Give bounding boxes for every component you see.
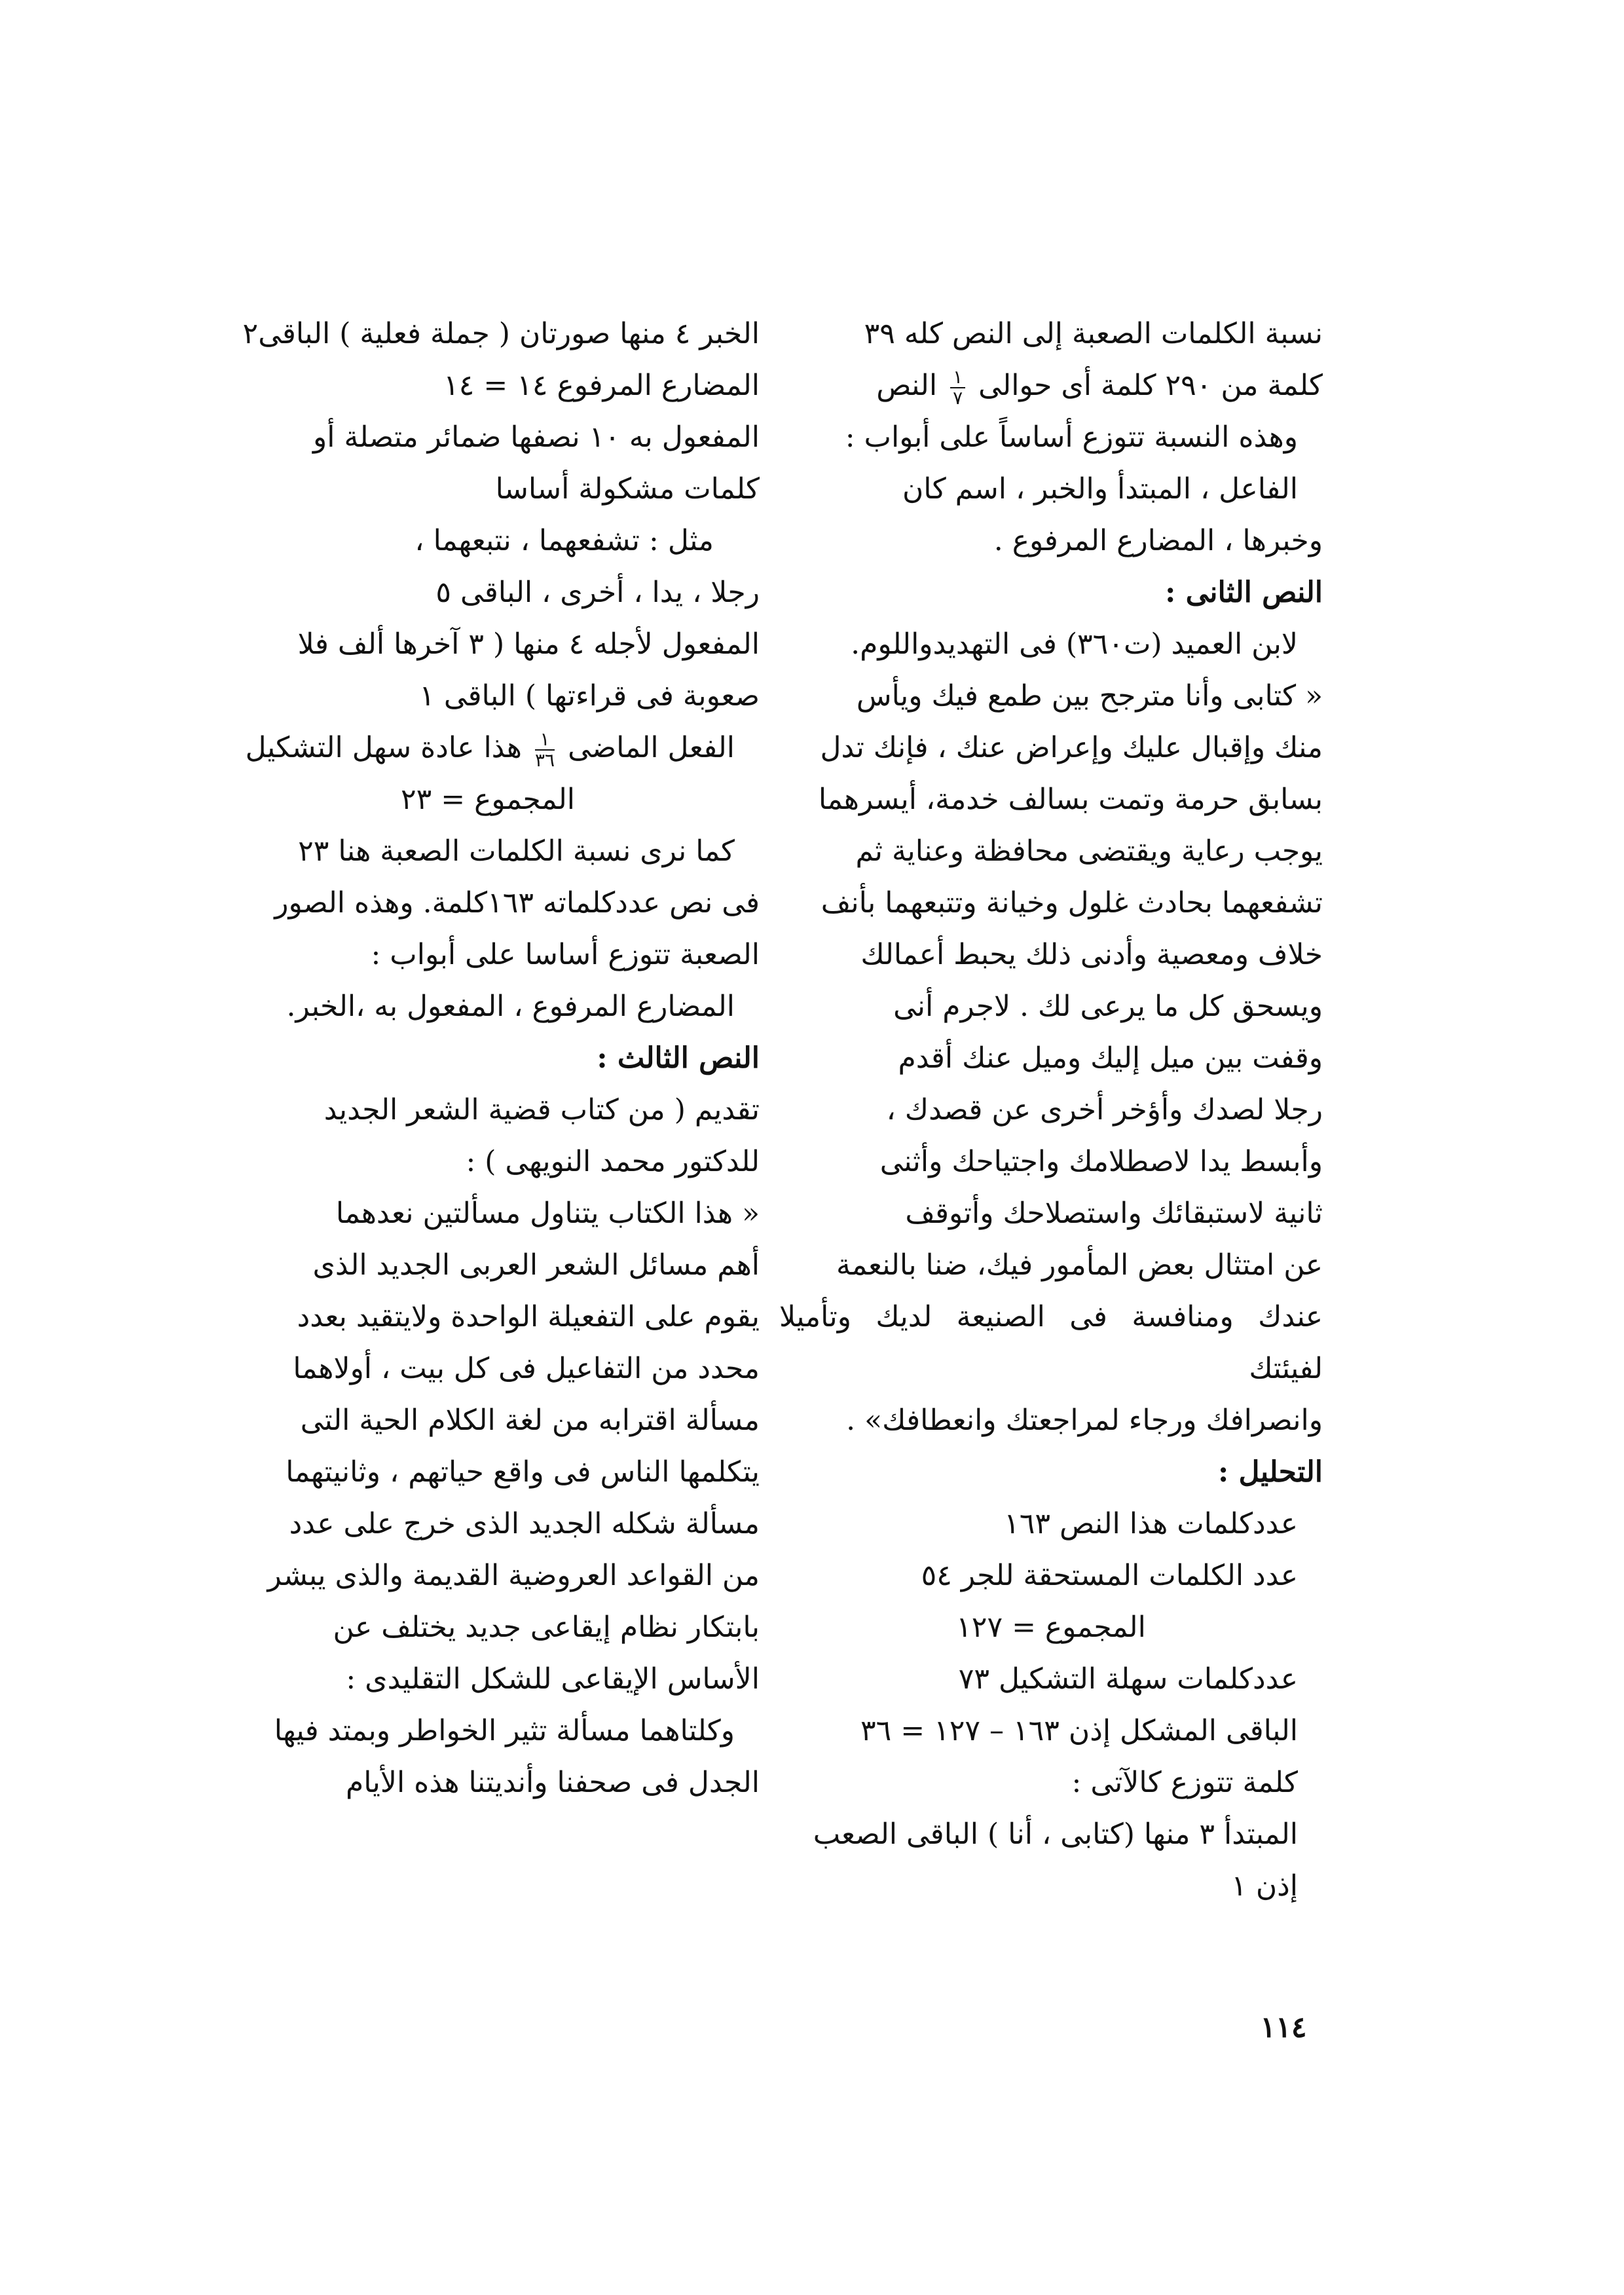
text-line: أهم مسائل الشعر العربى الجديد الذى — [312, 1248, 760, 1282]
right-column — [779, 308, 1323, 1912]
text-fragment: كلمة من ٢٩٠ كلمة أى حوالى — [978, 369, 1323, 402]
text-line: الباقى المشكل إذن ١٦٣ – ١٢٧ = ٣٦ — [860, 1714, 1298, 1747]
text-line: ثانية لاستبقائك واستصلاحك وأتوقف — [905, 1197, 1323, 1230]
text-line: مسألة شكله الجديد الذى خرج على عدد — [289, 1507, 760, 1540]
text-line: المفعول لأجله ٤ منها ( ٣ آخرها ألف فلا — [297, 627, 760, 661]
text-line: كلمات مشكولة أساسا — [495, 472, 760, 506]
text-line: عندك ومنافسة فى الصنيعة لديك وتأميلا لفيئتك — [779, 1300, 1323, 1385]
text-line: الفاعل ، المبتدأ والخبر ، اسم كان — [902, 472, 1298, 506]
section-heading-text-3: النص الثالث : — [597, 1041, 760, 1075]
text-line: فى نص عددكلماته ١٦٣كلمة. وهذه الصور — [274, 886, 760, 920]
text-line: المضارع المرفوع ١٤ = ١٤ — [443, 369, 760, 402]
text-line: وهذه النسبة تتوزع أساساً على أبواب : — [845, 420, 1298, 454]
text-line: وأبسط يدا لاصطلامك واجتياحك وأثنى — [879, 1145, 1323, 1178]
total-line: المجموع = ١٢٧ — [956, 1611, 1146, 1644]
text-line: المضارع المرفوع ، المفعول به ،الخبر. — [286, 990, 735, 1023]
text-line: رجلا لصدك وأؤخر أخرى عن قصدك ، — [886, 1093, 1323, 1127]
text-line: كما نرى نسبة الكلمات الصعبة هنا ٢٣ — [298, 834, 735, 868]
text-line: لابن العميد (ت٣٦٠) فى التهديدواللوم. — [851, 627, 1298, 661]
page-number: ١١٤ — [1260, 2011, 1307, 2044]
text-line: الصعبة تتوزع أساسا على أبواب : — [371, 938, 760, 971]
text-line: « هذا الكتاب يتناول مسألتين نعدهما — [335, 1197, 760, 1230]
text-line: تشفعهما بحادث غلول وخيانة وتتبعهما بأنف — [821, 886, 1323, 920]
text-line: إذن ١ — [1231, 1869, 1298, 1903]
text-line: يوجب رعاية ويقتضى محافظة وعناية ثم — [855, 834, 1323, 868]
text-line: محدد من التفاعيل فى كل بيت ، أولاهما — [293, 1352, 760, 1385]
text-line: « كتابى وأنا مترجح بين طمع فيك ويأس — [856, 679, 1323, 713]
text-line: يتكلمها الناس فى واقع حياتهم ، وثانيتهما — [286, 1455, 760, 1489]
text-line: بابتكار نظام إيقاعى جديد يختلف عن — [333, 1611, 760, 1644]
text-fragment: هذا عادة سهل التشكيل — [245, 731, 522, 764]
text-line: من القواعد العروضية القديمة والذى يبشر — [267, 1559, 760, 1592]
text-line: نسبة الكلمات الصعبة إلى النص كله ٣٩ — [864, 317, 1323, 350]
text-line: الأساس الإيقاعى للشكل التقليدى : — [346, 1662, 760, 1696]
text-line: صعوبة فى قراءتها ) الباقى ١ — [419, 679, 760, 713]
text-line: المفعول به ١٠ نصفها ضمائر متصلة أو — [313, 420, 760, 454]
text-line: عددكلمات سهلة التشكيل ٧٣ — [958, 1662, 1298, 1696]
text-line: عدد الكلمات المستحقة للجر ٥٤ — [921, 1559, 1298, 1592]
fraction-denominator: ٣٦ — [534, 749, 555, 771]
text-line: للدكتور محمد النويهى ) : — [466, 1145, 760, 1178]
text-line: كلمة تتوزع كالآتى : — [1071, 1766, 1298, 1799]
text-fragment: النص — [876, 369, 938, 402]
text-fragment: الفعل الماضى — [568, 731, 735, 764]
text-line: الخبر ٤ منها صورتان ( جملة فعلية ) الباقى٢ — [242, 317, 760, 350]
fraction — [950, 367, 965, 408]
fraction-numerator: ١ — [950, 367, 965, 388]
text-line — [779, 360, 1323, 411]
text-line: مسألة اقترابه من لغة الكلام الحية التى — [300, 1404, 760, 1437]
text-line — [216, 722, 760, 774]
analysis-heading: التحليل : — [1217, 1455, 1323, 1489]
text-line: بسابق حرمة وتمت بسالف خدمة، أيسرهما — [818, 783, 1323, 816]
text-line: يقوم على التفعيلة الواحدة ولايتقيد بعدد — [297, 1300, 760, 1334]
text-line: ويسحق كل ما يرعى لك . لاجرم أنى — [893, 990, 1323, 1023]
section-heading-text-2: النص الثانى : — [1165, 576, 1323, 609]
total-line: المجموع = ٢٣ — [401, 783, 575, 816]
text-line: تقديم ( من كتاب قضية الشعر الجديد — [323, 1093, 760, 1127]
text-line: وانصرافك ورجاء لمراجعتك وانعطافك» . — [846, 1404, 1323, 1437]
text-line: خلاف ومعصية وأدنى ذلك يحبط أعمالك — [860, 938, 1323, 971]
text-line: المبتدأ ٣ منها (كتابى ، أنا ) الباقى الصعب — [813, 1818, 1298, 1851]
fraction-denominator: ٧ — [953, 386, 963, 409]
left-column — [216, 308, 760, 1808]
fraction — [535, 730, 555, 770]
text-line: وقفت بين ميل إليك وميل عنك أقدم — [898, 1041, 1323, 1075]
text-line: وكلتاهما مسألة تثير الخواطر وبمتد فيها — [274, 1714, 735, 1747]
text-line: عن امتثال بعض المأمور فيك، ضنا بالنعمة — [836, 1248, 1323, 1282]
fraction-numerator: ١ — [535, 730, 555, 751]
text-line: رجلا ، يدا ، أخرى ، الباقى ٥ — [435, 576, 760, 609]
text-line: الجدل فى صحفنا وأنديتنا هذه الأيام — [345, 1766, 760, 1799]
text-line: منك وإقبال عليك وإعراض عنك ، فإنك تدل — [820, 731, 1323, 764]
text-line: وخبرها ، المضارع المرفوع . — [993, 524, 1323, 557]
text-line: عددكلمات هذا النص ١٦٣ — [1004, 1507, 1298, 1540]
text-line: مثل : تشفعهما ، نتبعهما ، — [415, 524, 714, 557]
